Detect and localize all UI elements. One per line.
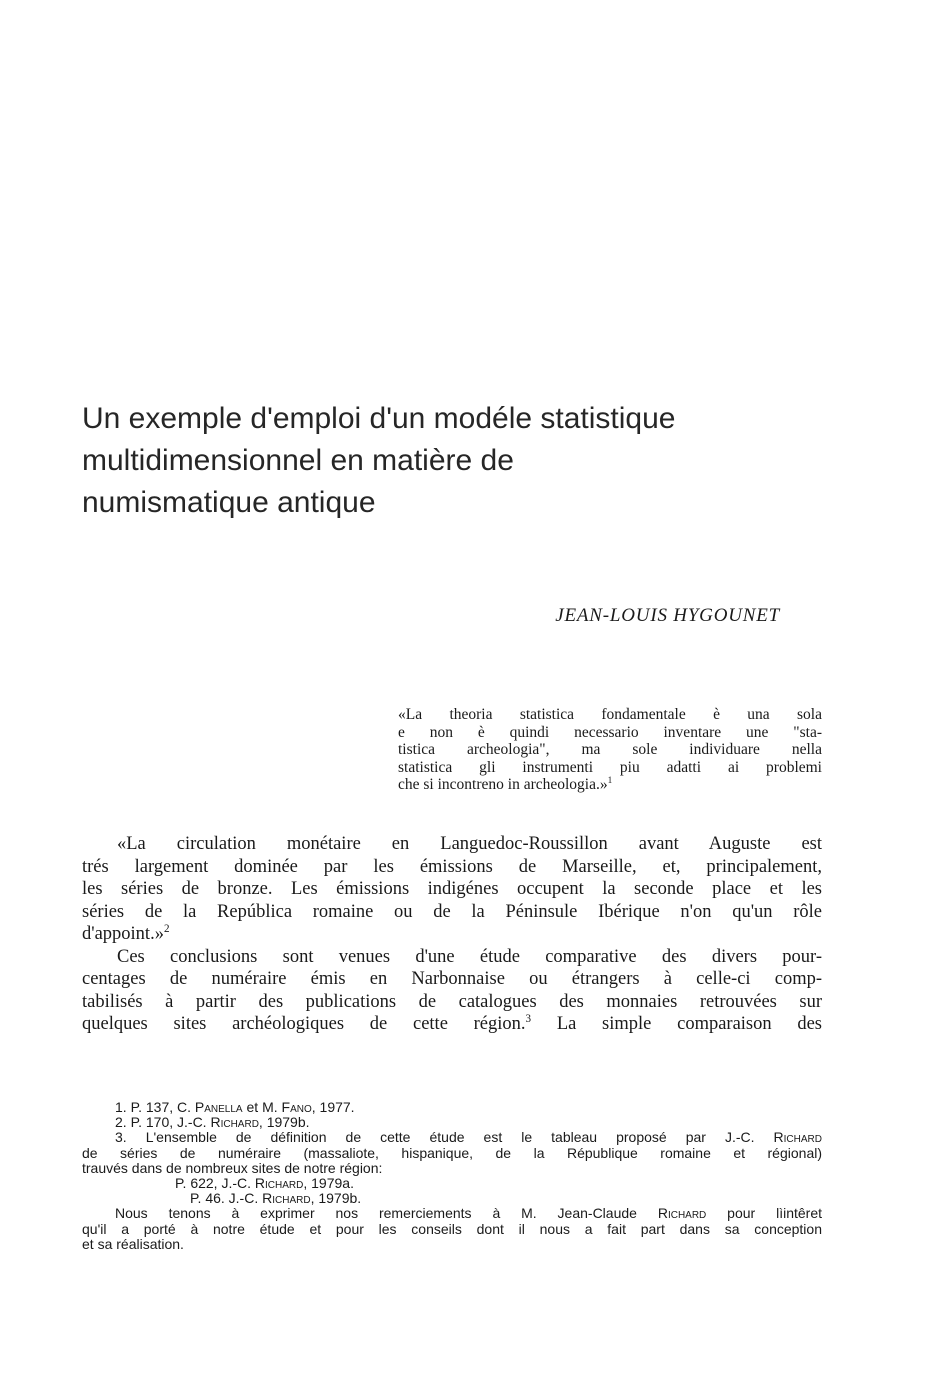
author-name: JEAN-LOUIS HYGOUNET	[555, 605, 780, 626]
acknowledgement-line: et sa réalisation.	[82, 1235, 184, 1252]
body-text-fragment: d'appoint.»	[82, 924, 164, 944]
epigraph-line: tistica archeologia", ma sole individuare nella	[398, 741, 822, 758]
epigraph-quote	[398, 706, 822, 794]
body-line: tabilisés à partir des publications de catalogues des monnaies retrouvées sur	[82, 991, 822, 1012]
title-line: numismatique antique	[82, 486, 376, 519]
title-line: Un exemple d'emploi d'un modéle statistique	[82, 402, 676, 435]
epigraph-last-line	[398, 776, 822, 794]
footnote-text: , 1979b.	[310, 1190, 362, 1207]
author-name-smallcaps: Richard	[773, 1129, 822, 1146]
footnote-text: P. 46. J.-C.	[190, 1190, 263, 1207]
footnote-text: 2. P. 170, J.-C.	[115, 1114, 211, 1131]
title-line: multidimensionnel en matière de	[82, 444, 514, 477]
footnote-text: , 1979b.	[258, 1114, 310, 1131]
footnote-3	[82, 1130, 822, 1145]
footnote-text: et M.	[242, 1099, 282, 1115]
footnotes	[82, 1100, 822, 1252]
author-name-smallcaps: Richard	[657, 1205, 707, 1222]
body-text-fragment: quelques sites archéologiques de cette région.	[82, 1014, 526, 1034]
author-name-smallcaps: Richard	[254, 1175, 304, 1192]
body-line	[82, 1013, 822, 1036]
footnote-text: 1. P. 137, C.	[115, 1099, 195, 1115]
footnote-text: 3. L'ensemble de définition de cette étude est le tableau proposé par J.-C.	[115, 1129, 774, 1146]
author-name-smallcaps: Richard	[210, 1114, 259, 1131]
body-line: séries de la República romaine ou de la Péninsule Ibérique n'on qu'un rôle	[82, 901, 822, 922]
footnote-3-line: trauvés dans de nombreux sites de notre région:	[82, 1159, 383, 1176]
article-title	[82, 398, 842, 524]
footnote-3-ref	[82, 1176, 822, 1191]
epigraph-line: «La theoria statistica fondamentale è una sola	[398, 706, 822, 723]
footnote-1	[82, 1100, 822, 1115]
acknowledgement-line: qu'il a porté à notre étude et pour les conseils dont il nous a fait part dans sa conception	[82, 1220, 822, 1237]
author-name-smallcaps: Panella	[194, 1099, 243, 1115]
footnote-text: Nous tenons à exprimer nos remerciements à M. Jean-Claude	[115, 1205, 658, 1222]
epigraph-line: che si incontreno in archeologia.»	[398, 776, 608, 793]
body-line: «La circulation monétaire en Languedoc-Roussillon avant Auguste est	[117, 834, 822, 854]
author-name-smallcaps: Richard	[262, 1190, 311, 1207]
body-line: centages de numéraire émis en Narbonnaise ou étrangers à celle-ci comp-	[82, 969, 822, 989]
body-line: Ces conclusions sont venues d'une étude comparative des divers pour-	[117, 946, 822, 967]
footnote-text: , 1979a.	[303, 1175, 354, 1192]
footnote-text: pour lìintêret	[706, 1205, 822, 1222]
footnote-text: P. 622, J.-C.	[175, 1175, 255, 1192]
footnote-3-ref	[82, 1191, 822, 1206]
footnote-ref-2[interactable]: 2	[163, 922, 170, 935]
footnote-3-line: de séries de numéraire (massaliote, hispanique, de la République romaine et régional)	[82, 1144, 822, 1161]
acknowledgement	[82, 1206, 822, 1221]
footnote-ref-3[interactable]: 3	[525, 1012, 532, 1025]
body-line: les séries de bronze. Les émissions indigénes occupent la seconde place et les	[82, 879, 822, 899]
body-text-fragment: La simple comparaison des	[556, 1014, 823, 1034]
footnote-ref-1[interactable]: 1	[607, 775, 613, 786]
body-line	[82, 923, 822, 946]
epigraph-line: e non è quindi necessario inventare une "sta-	[398, 723, 822, 741]
footnote-2	[82, 1115, 822, 1130]
epigraph-line: statistica gli instrumenti piu adatti ai problemi	[398, 758, 822, 776]
body-line: trés largement dominée par les émissions de Marseille, et, principalement,	[82, 856, 822, 877]
body-text	[82, 833, 822, 1036]
footnote-text: , 1977.	[311, 1099, 355, 1115]
author-name-smallcaps: Fano	[281, 1099, 312, 1115]
